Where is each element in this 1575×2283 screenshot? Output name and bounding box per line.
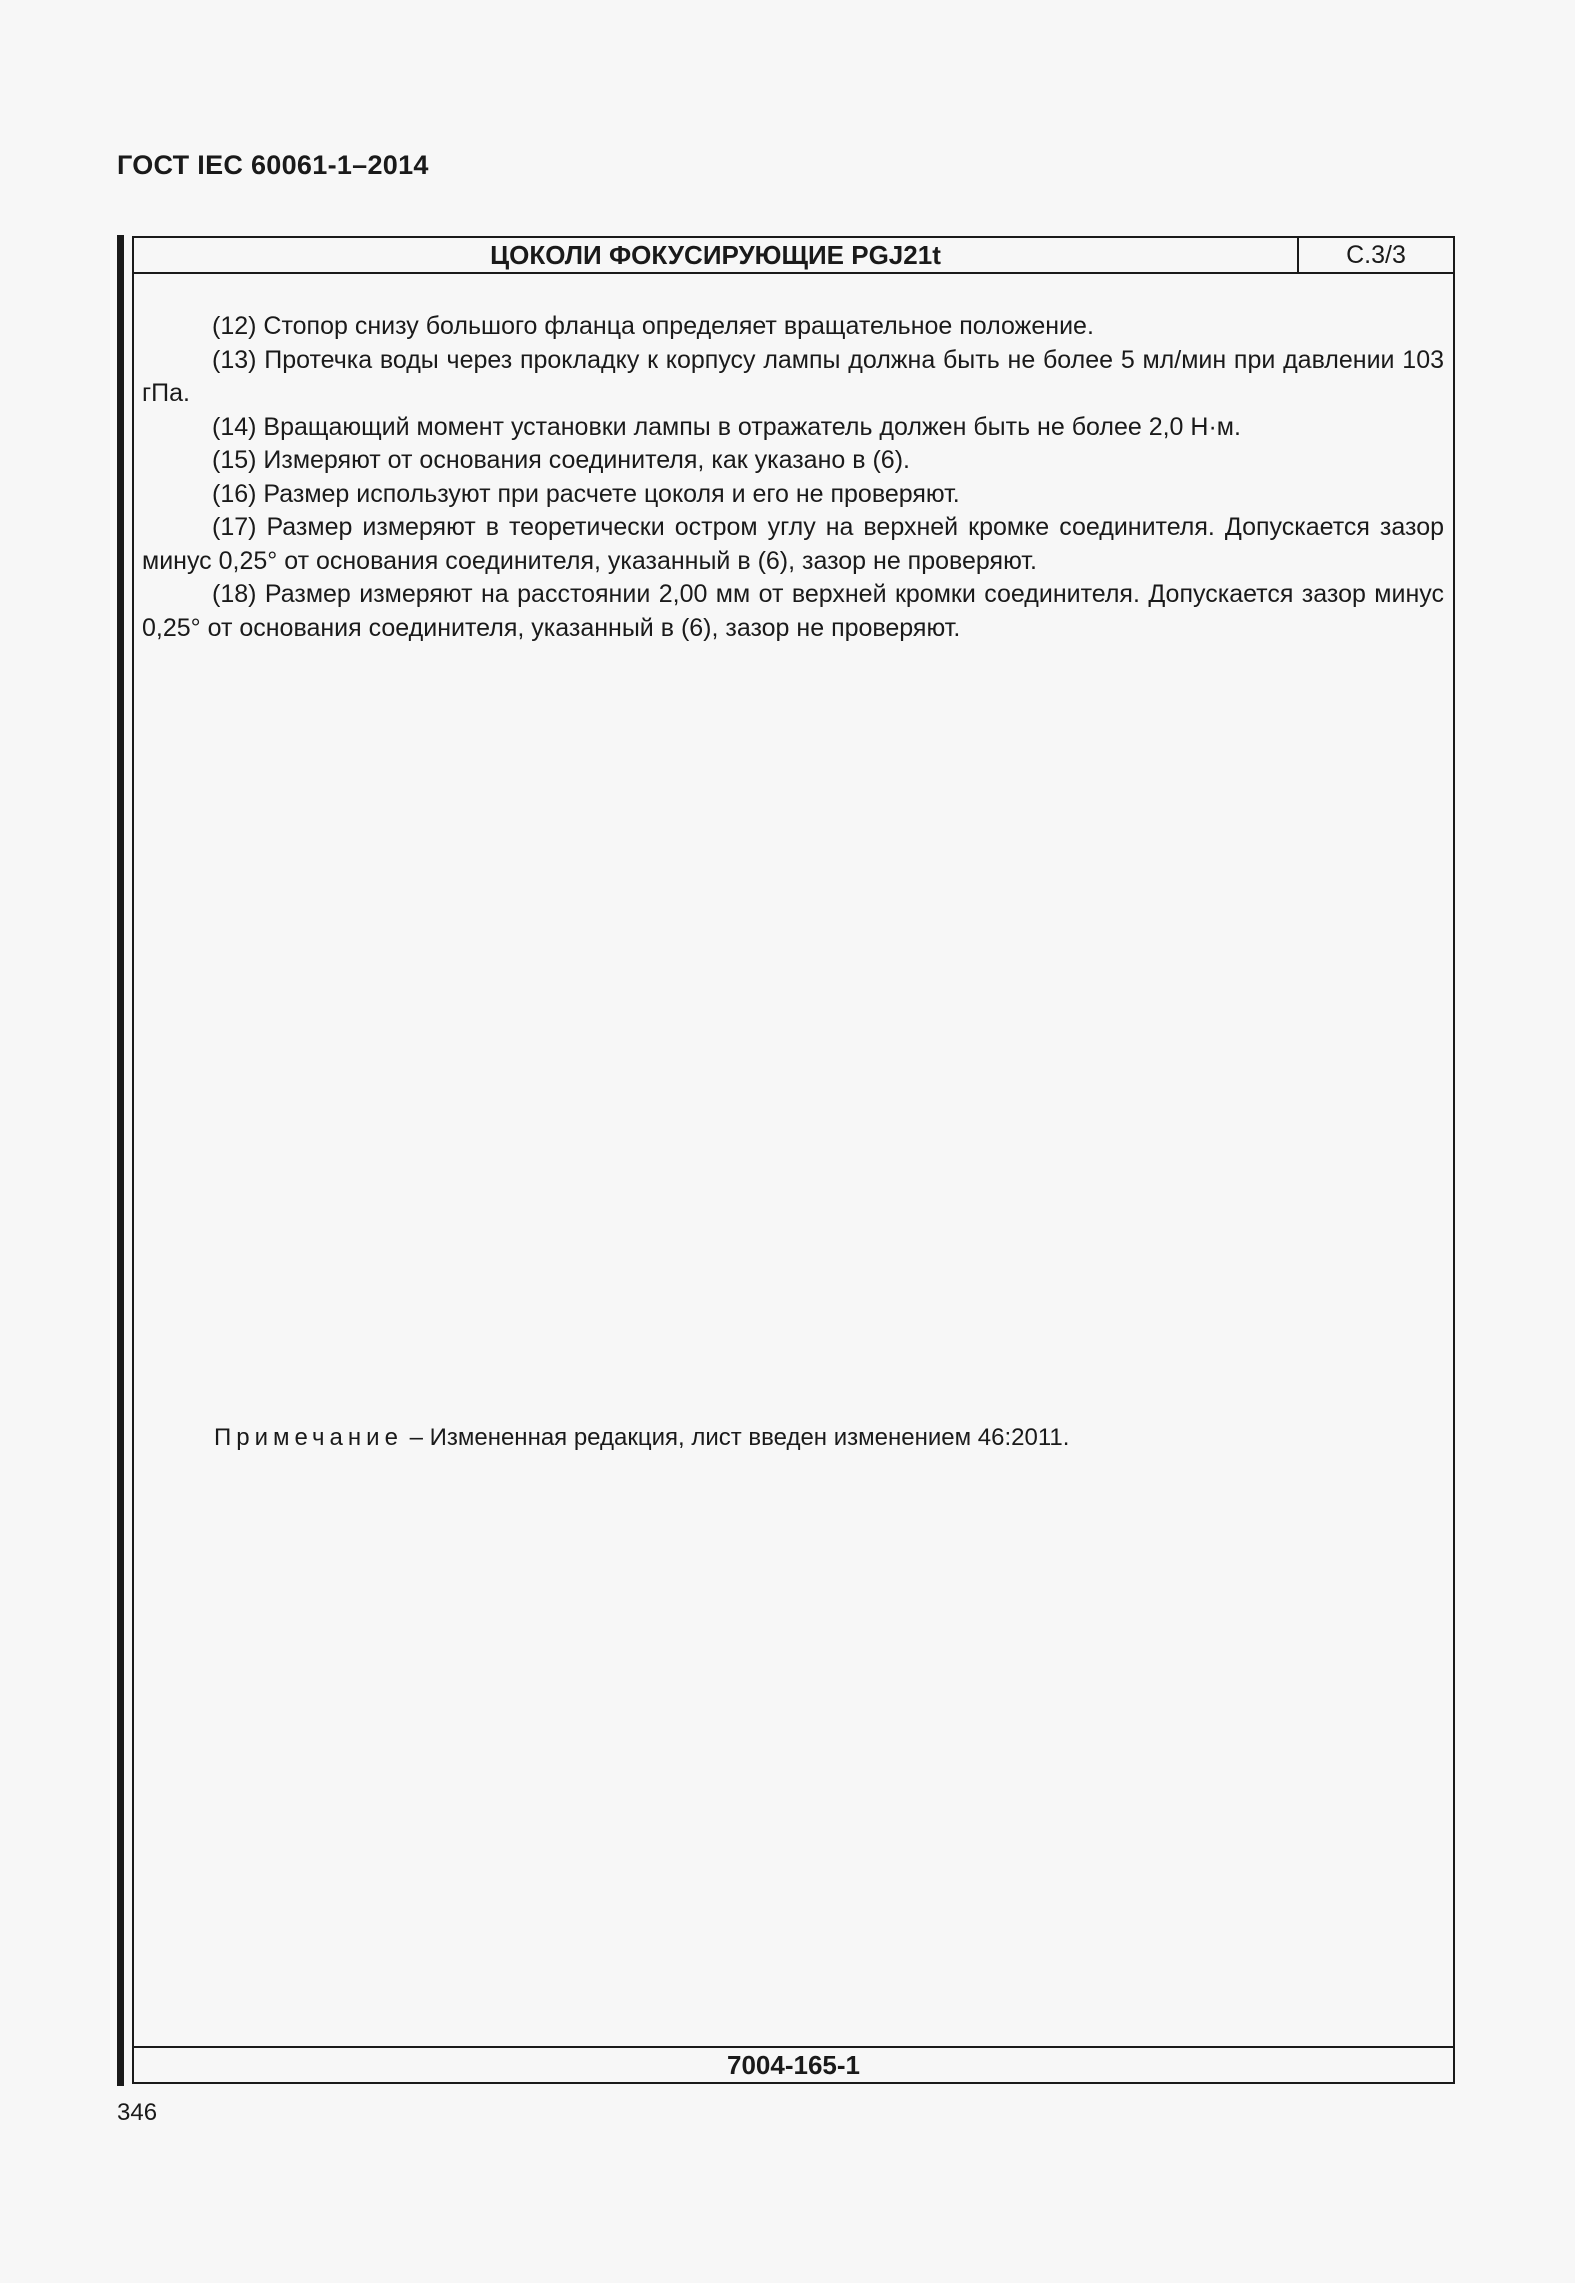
sheet-footer-code: 7004-165-1 [134,2046,1453,2082]
remark [214,1424,1069,1452]
note-item: (14) Вращающий момент установки лампы в отражатель должен быть не более 2,0 Н·м. [212,412,1241,441]
remark-text: – Измененная редакция, лист введен изменением 46:2011. [402,1424,1070,1451]
note-item: (13) Протечка воды через прокладку к корпусу лампы должна быть не более 5 мл/мин при давлении 103 гПа. [142,345,1444,407]
margin-bar [117,235,124,2086]
notes-list [142,310,1444,645]
standard-sheet [132,236,1455,2084]
sheet-title-row [134,238,1453,274]
sheet-number: С.3/3 [1346,241,1406,269]
note-item: (12) Стопор снизу большого фланца определяет вращательное положение. [212,312,1094,340]
note-item: (16) Размер используют при расчете цоколя и его не проверяют. [212,479,960,508]
page-number: 346 [117,2099,158,2126]
document-code: ГОСТ IEC 60061-1–2014 [117,150,429,180]
sheet-title: ЦОКОЛИ ФОКУСИРУЮЩИЕ PGJ21t [134,238,1299,272]
note-item: (17) Размер измеряют в теоретически остром углу на верхней кромке соединителя. Допускается зазор минус 0,25° от основания соединителя, указанный в (6), зазор не проверяют. [142,513,1444,575]
note-item: (15) Измеряют от основания соединителя, как указано в (6). [212,446,910,474]
note-item: (18) Размер измеряют на расстоянии 2,00 мм от верхней кромки соединителя. Допускается зазор минус 0,25° от основания соединителя, указанный в (6), зазор не проверяют. [142,580,1444,642]
remark-label: Примечание [214,1424,403,1451]
